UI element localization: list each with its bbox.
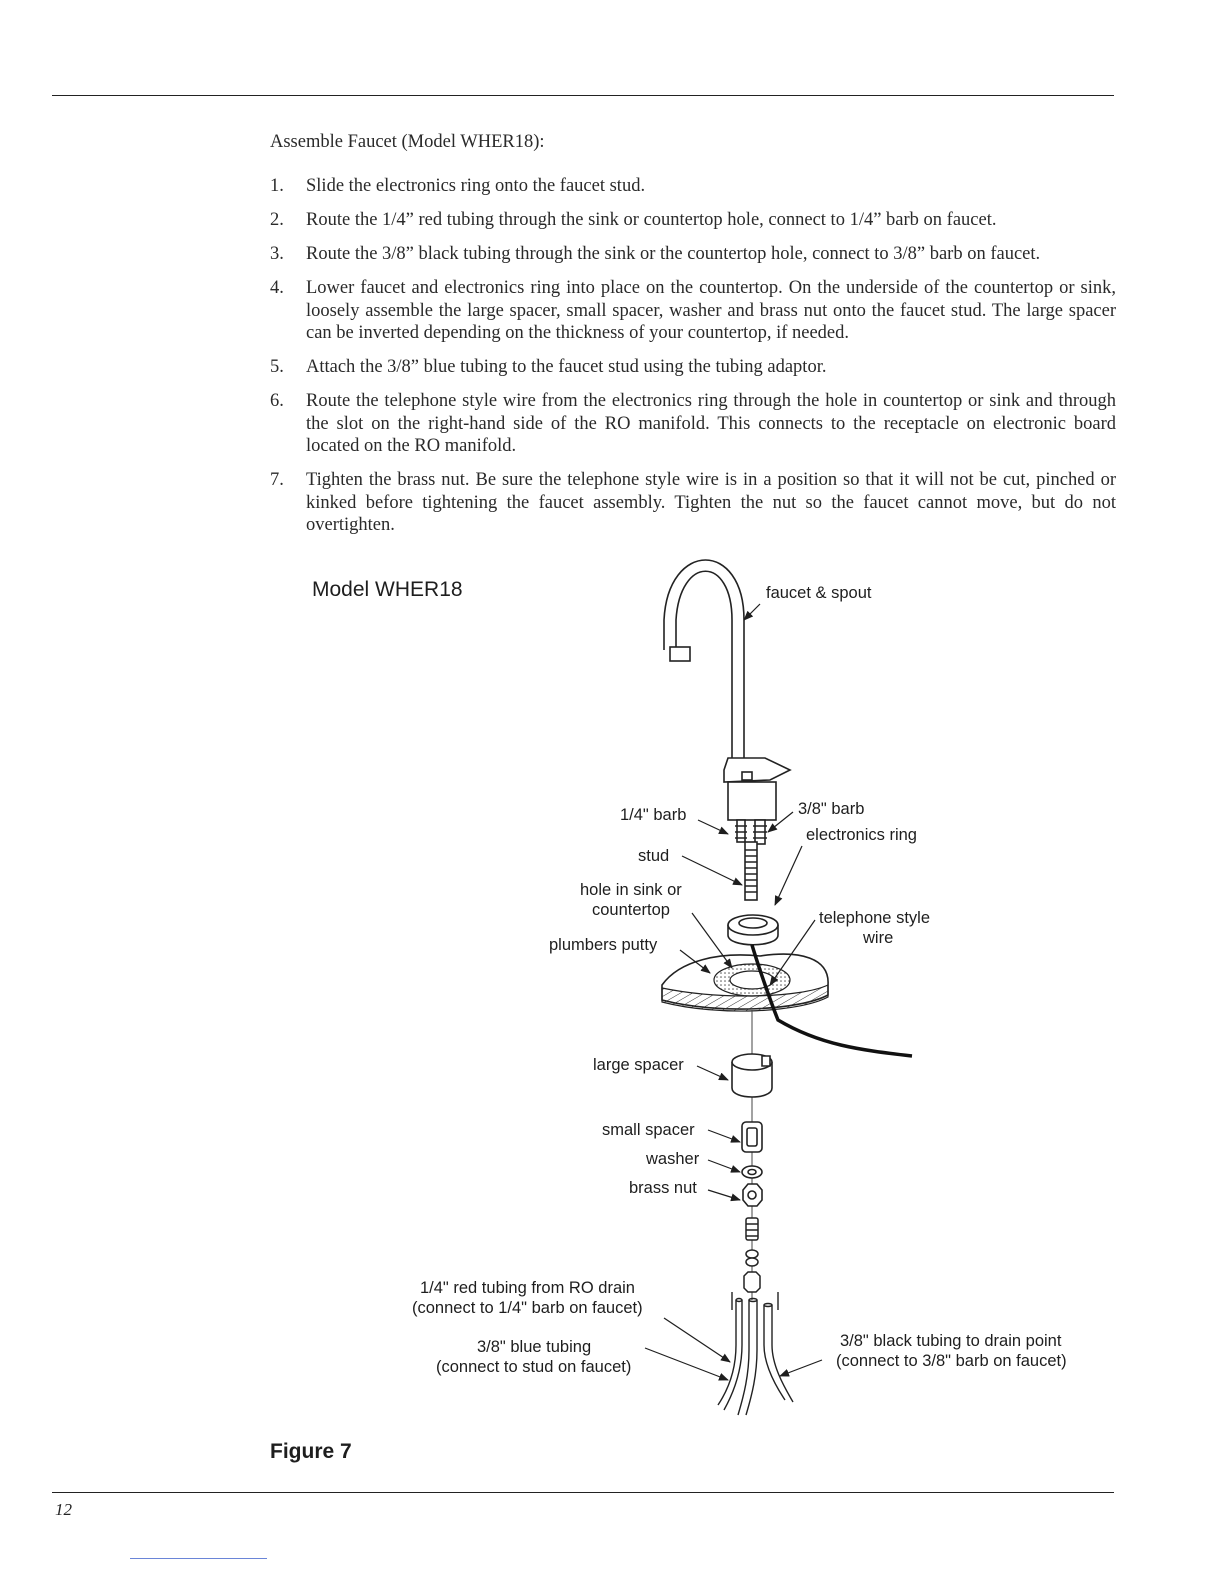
leader-brass-nut xyxy=(708,1190,740,1200)
label-faucet-spout: faucet & spout xyxy=(766,584,872,602)
electronics-ring-drawing xyxy=(728,915,778,945)
link-underline xyxy=(130,1558,267,1559)
label-blue-tubing-line2: (connect to stud on faucet) xyxy=(436,1358,632,1376)
label-hole-line2: countertop xyxy=(592,901,670,919)
model-title: Model WHER18 xyxy=(312,578,463,601)
large-spacer-drawing xyxy=(732,1054,772,1097)
label-black-tubing-line2: (connect to 3/8" barb on faucet) xyxy=(836,1352,1067,1370)
label-telephone-line2: wire xyxy=(863,929,894,947)
step-number: 6. xyxy=(270,391,284,411)
step-text: Slide the electronics ring onto the faucet stud. xyxy=(306,176,646,196)
step-number: 4. xyxy=(270,278,284,298)
label-red-tubing-line2: (connect to 1/4" barb on faucet) xyxy=(412,1299,643,1317)
label-red-tubing-line1: 1/4" red tubing from RO drain xyxy=(420,1279,635,1297)
label-small-spacer: small spacer xyxy=(602,1121,695,1139)
label-black-tubing-line1: 3/8" black tubing to drain point xyxy=(840,1332,1062,1350)
label-stud: stud xyxy=(638,847,670,865)
label-blue-tubing-line1: 3/8" blue tubing xyxy=(477,1338,592,1356)
countertop-drawing xyxy=(662,954,828,1011)
step-text: Tighten the brass nut. Be sure the telephone style wire is in a position so that it will not be cut, pinched or kinked before tightening the faucet assembly. Tighten the nut so the faucet cannot move, but do not overtighten. xyxy=(306,470,1116,535)
leader-stud xyxy=(682,856,742,885)
step-number: 2. xyxy=(270,210,284,230)
leader-electronics-ring xyxy=(775,846,802,905)
step-number: 3. xyxy=(270,244,284,264)
label-three-eighths-barb: 3/8" barb xyxy=(798,800,865,818)
figure-caption: Figure 7 xyxy=(270,1440,352,1463)
leader-faucet-spout xyxy=(744,604,760,620)
label-hole-line1: hole in sink or xyxy=(580,881,682,899)
tubing-adaptor-drawing xyxy=(744,1218,760,1292)
step-text: Attach the 3/8” blue tubing to the faucet stud using the tubing adaptor. xyxy=(306,357,827,377)
tubing-drawing xyxy=(718,1292,793,1415)
step-number: 7. xyxy=(270,470,284,490)
step-text: Route the 1/4” red tubing through the sink or countertop hole, connect to 1/4” barb on faucet. xyxy=(306,210,997,230)
leader-red-tubing xyxy=(664,1318,730,1362)
step-number: 5. xyxy=(270,357,284,377)
footer-rule xyxy=(52,1492,1114,1493)
brass-nut-drawing xyxy=(743,1184,762,1206)
leader-black-tubing xyxy=(780,1360,822,1376)
label-telephone-line1: telephone style xyxy=(819,909,930,927)
leader-quarter-barb xyxy=(698,820,728,834)
leader-small-spacer xyxy=(708,1130,740,1142)
label-washer: washer xyxy=(646,1150,700,1168)
label-brass-nut: brass nut xyxy=(629,1179,697,1197)
step-text: Route the 3/8” black tubing through the sink or the countertop hole, connect to 3/8” barb on faucet. xyxy=(306,244,1041,264)
step-text: Lower faucet and electronics ring into place on the countertop. On the underside of the countertop or sink, loosely assemble the large spacer, small spacer, washer and brass nut onto the faucet stud. The large spacer can be inverted depending on the thickness of your countertop, if needed. xyxy=(306,278,1116,343)
step-number: 1. xyxy=(270,176,284,196)
page-number: 12 xyxy=(55,1500,72,1519)
small-spacer-drawing xyxy=(742,1122,762,1152)
label-plumbers-putty: plumbers putty xyxy=(549,936,658,954)
label-electronics-ring: electronics ring xyxy=(806,826,917,844)
leader-washer xyxy=(708,1160,740,1172)
label-large-spacer: large spacer xyxy=(593,1056,684,1074)
washer-drawing xyxy=(742,1166,762,1178)
leader-large-spacer xyxy=(697,1066,728,1080)
faucet-spout-drawing xyxy=(664,560,790,900)
label-quarter-barb: 1/4" barb xyxy=(620,806,687,824)
section-intro: Assemble Faucet (Model WHER18): xyxy=(270,132,545,152)
step-text: Route the telephone style wire from the electronics ring through the hole in countertop or sink and through the slot on the right-hand side of the RO manifold. This connects to the receptacle on electronic board located on the RO manifold. xyxy=(306,391,1116,456)
